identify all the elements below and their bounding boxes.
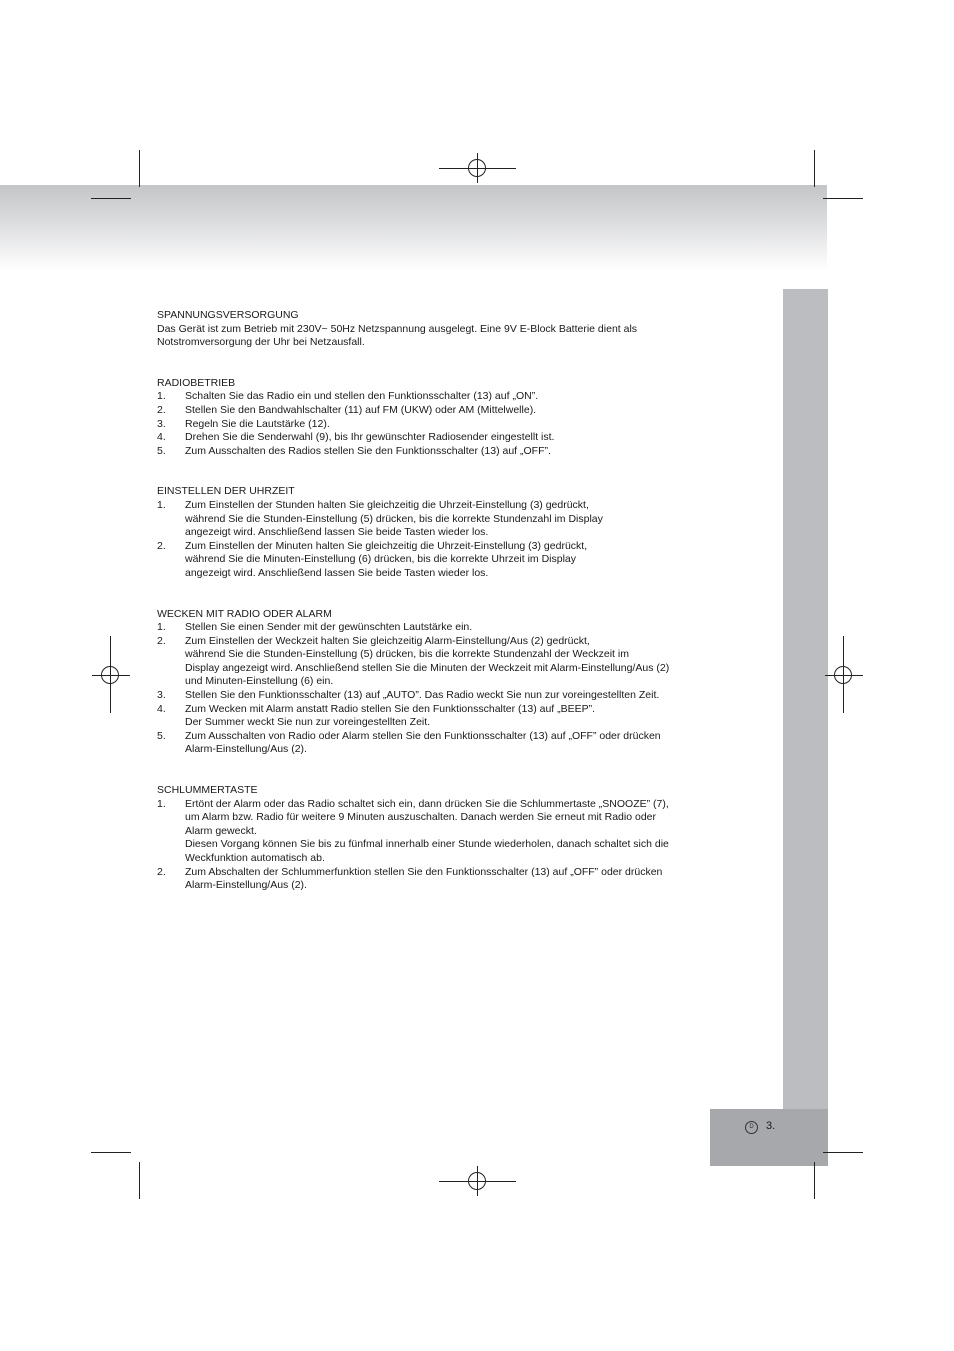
list-item: [157, 703, 717, 730]
item-number: 2.: [157, 634, 166, 647]
page-number-tab: [710, 1109, 828, 1166]
item-text: Drehen Sie die Senderwahl (9), bis Ihr gewünschter Radiosender eingestellt ist.: [185, 431, 555, 444]
section-set-clock: [157, 485, 717, 580]
section-heading: WECKEN MIT RADIO ODER ALARM: [157, 607, 332, 620]
section-power-supply: [157, 309, 717, 350]
item-number: 1.: [157, 498, 166, 511]
item-text: Zum Einstellen der Weckzeit halten Sie gleichzeitig Alarm-Einstellung/Aus (2) gedrückt, während Sie die Stunden-Einstellung (5) drücken, bis die korrekte Stundenzahl der Weckzeit im Display angezeigt wird. Anschließend stellen Sie die Minuten der Weckzeit mit Alarm-Einstellung/Aus (2) und Minuten-Einstellung (6) ein.: [185, 634, 670, 688]
list-item: [157, 798, 717, 866]
item-number: 2.: [157, 403, 166, 416]
item-text: Schalten Sie das Radio ein und stellen den Funktionsschalter (13) auf „ON”.: [185, 390, 539, 403]
item-text: Regeln Sie die Lautstärke (12).: [185, 417, 330, 430]
crop-mark: [814, 1162, 815, 1199]
item-number: 4.: [157, 702, 166, 715]
section-snooze: [157, 784, 717, 893]
item-number: 1.: [157, 797, 166, 810]
item-number: 2.: [157, 539, 166, 552]
item-text: Stellen Sie den Funktionsschalter (13) auf „AUTO”. Das Radio weckt Sie nun zur voreingestellten Zeit.: [185, 689, 660, 702]
item-number: 4.: [157, 431, 166, 444]
item-text: Stellen Sie einen Sender mit der gewünschten Lautstärke ein.: [185, 621, 473, 634]
list-item: [157, 431, 717, 445]
list-item: [157, 866, 717, 893]
page-number: 3.: [766, 1120, 776, 1132]
list-item: [157, 499, 717, 540]
list-item: [157, 404, 717, 418]
item-text: Zum Abschalten der Schlummerfunktion stellen Sie den Funktionsschalter (13) auf „OFF” oder drücken Alarm-Einstellung/Aus (2).: [185, 865, 663, 892]
item-text: Zum Ausschalten von Radio oder Alarm stellen Sie den Funktionsschalter (13) auf „OFF” oder drücken Alarm-Einstellung/Aus (2).: [185, 729, 661, 756]
item-number: 2.: [157, 865, 166, 878]
section-wake-alarm: [157, 608, 717, 758]
section-heading: SPANNUNGSVERSORGUNG: [157, 309, 299, 321]
crop-mark: [823, 198, 863, 199]
section-paragraph: Das Gerät ist zum Betrieb mit 230V~ 50Hz Netzspannung ausgelegt. Eine 9V E-Block Batterie dient als Notstromversorgung der Uhr bei Netzausfall.: [157, 322, 638, 349]
registration-mark-circle: [468, 1172, 486, 1190]
item-number: 5.: [157, 729, 166, 742]
document-body: [157, 309, 717, 920]
crop-mark: [139, 150, 140, 187]
language-badge: D: [745, 1121, 758, 1134]
item-number: 1.: [157, 390, 166, 403]
crop-mark: [139, 1162, 140, 1199]
list-item: [157, 445, 717, 459]
item-text: Zum Wecken mit Alarm anstatt Radio stellen Sie den Funktionsschalter (13) auf „BEEP”. Der Summer weckt Sie nun zur voreingestellten Zeit.: [185, 702, 596, 729]
crop-mark: [814, 150, 815, 187]
registration-mark-circle: [468, 159, 486, 177]
section-heading: SCHLUMMERTASTE: [157, 784, 258, 797]
crop-mark: [91, 198, 131, 199]
list-item: [157, 540, 717, 581]
section-heading: RADIOBETRIEB: [157, 376, 236, 389]
item-number: 1.: [157, 621, 166, 634]
list-item: [157, 418, 717, 432]
list-item: [157, 730, 717, 757]
list-item: [157, 689, 717, 703]
item-number: 3.: [157, 417, 166, 430]
side-thumb-bar: [783, 289, 828, 1109]
item-text: Zum Einstellen der Stunden halten Sie gleichzeitig die Uhrzeit-Einstellung (3) gedrückt, während Sie die Stunden-Einstellung (5) drücken, bis die korrekte Stundenzahl im Display angezeigt wird. Anschließend lassen Sie beide Tasten wieder los.: [185, 498, 603, 539]
list-item: [157, 390, 717, 404]
item-text: Zum Ausschalten des Radios stellen Sie den Funktionsschalter (13) auf „OFF”.: [185, 444, 551, 457]
section-radio-operation: [157, 377, 717, 459]
item-number: 5.: [157, 444, 166, 457]
item-number: 3.: [157, 689, 166, 702]
crop-mark: [823, 1152, 863, 1153]
registration-mark-circle: [101, 666, 119, 684]
registration-mark-circle: [834, 666, 852, 684]
list-item: [157, 635, 717, 689]
item-text: Stellen Sie den Bandwahlschalter (11) auf FM (UKW) oder AM (Mittelwelle).: [185, 403, 537, 416]
list-item: [157, 621, 717, 635]
item-text: Ertönt der Alarm oder das Radio schaltet sich ein, dann drücken Sie die Schlummertaste „SNOOZE” (7), um Alarm bzw. Radio für weitere 9 Minuten auszuschalten. Danach werden Sie erneut mit Radio oder Alarm geweckt. Diesen Vorgang können Sie bis zu fünfmal innerhalb einer Stunde wiederholen, danach schaltet sich die Weckfunktion automatisch ab.: [185, 797, 669, 864]
crop-mark: [91, 1152, 131, 1153]
item-text: Zum Einstellen der Minuten halten Sie gleichzeitig die Uhrzeit-Einstellung (3) gedrückt, während Sie die Minuten-Einstellung (6) drücken, bis die korrekte Uhrzeit im Display angezeigt wird. Anschließend lassen Sie beide Tasten wieder los.: [185, 539, 588, 579]
section-heading: EINSTELLEN DER UHRZEIT: [157, 485, 295, 498]
